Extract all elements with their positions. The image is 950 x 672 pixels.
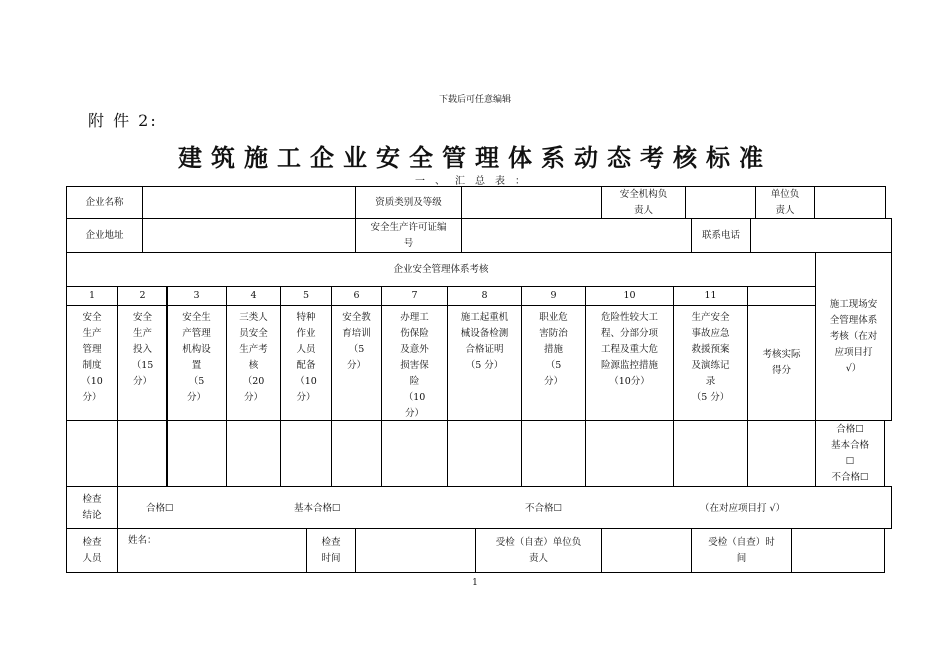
header-note: 下载后可任意编辑 <box>438 95 511 105</box>
criterion-number: 7 <box>381 286 448 306</box>
actual-score-label: 考核实际 得分 <box>747 305 816 421</box>
company-name-value[interactable] <box>142 186 356 219</box>
criterion-score-cell[interactable] <box>673 420 748 487</box>
criterion-item: 三类人 员安全 生产考 核 （20 分） <box>226 305 281 421</box>
criterion-score-cell[interactable] <box>447 420 522 487</box>
criterion-score-cell[interactable] <box>381 420 448 487</box>
criterion-number: 10 <box>585 286 674 306</box>
criterion-number: 11 <box>673 286 748 306</box>
conclusion-pass-checkbox[interactable]: 合格☐ <box>146 503 174 514</box>
criterion-item: 安全教 育培训 （5 分） <box>331 305 382 421</box>
criterion-score-cell[interactable] <box>66 420 118 487</box>
inspector-name-field[interactable]: 姓名： <box>117 528 307 573</box>
inspected-head-value[interactable] <box>601 528 692 573</box>
address-value[interactable] <box>142 218 356 253</box>
criterion-number: 4 <box>226 286 281 306</box>
qualification-label: 资质类别及等级 <box>355 186 462 219</box>
criterion-number: 9 <box>521 286 586 306</box>
criterion-number: 1 <box>66 286 118 306</box>
criterion-score-cell[interactable] <box>166 420 227 487</box>
unit-head-label: 单位负 责人 <box>755 186 815 219</box>
address-label: 企业地址 <box>66 218 143 253</box>
criterion-item: 职业危 害防治 措施 （5 分） <box>521 305 586 421</box>
company-name-label: 企业名称 <box>66 186 143 219</box>
criterion-item: 安全生 产管理 机构设 置 （5 分） <box>166 305 227 421</box>
inspected-time-label: 受检（自查）时 间 <box>691 528 792 573</box>
criterion-number: 2 <box>117 286 168 306</box>
license-value[interactable] <box>461 218 692 253</box>
inspected-time-value[interactable] <box>791 528 885 573</box>
site-system-column: 施工现场安 全管理体系 考核（在对 应项目打 √） <box>815 252 892 421</box>
conclusion-note: （在对应项目打 √） <box>700 503 786 514</box>
safety-org-head-label: 安全机构负 责人 <box>601 186 686 219</box>
section-subtitle: 一、汇总表： <box>415 176 535 187</box>
criterion-item: 生产安全 事故应急 救援预案 及演练记 录 （5 分） <box>673 305 748 421</box>
criterion-number: 5 <box>280 286 332 306</box>
criterion-score-cell[interactable] <box>117 420 168 487</box>
criterion-item: 施工起重机 械设备检测 合格证明 （5 分） <box>447 305 522 421</box>
conclusion-basic-pass-checkbox[interactable]: 基本合格☐ <box>294 503 341 514</box>
criterion-item: 安全 生产 投入 （15 分） <box>117 305 168 421</box>
conclusion-label: 检查 结论 <box>66 486 118 529</box>
safety-org-head-value[interactable] <box>685 186 756 219</box>
system-title: 企业安全管理体系考核 <box>66 252 816 287</box>
page-number: 1 <box>472 578 478 588</box>
inspector-label: 检查 人员 <box>66 528 118 573</box>
actual-score-header-top <box>747 286 816 306</box>
license-label: 安全生产许可证编 号 <box>355 218 462 253</box>
conclusion-fail-checkbox[interactable]: 不合格☐ <box>525 503 563 514</box>
unit-head-value[interactable] <box>814 186 886 219</box>
qualification-value[interactable] <box>461 186 602 219</box>
criterion-item: 特种 作业 人员 配备 （10 分） <box>280 305 332 421</box>
criterion-score-cell[interactable] <box>331 420 382 487</box>
criterion-item: 安全 生产 管理 制度 （10 分） <box>66 305 118 421</box>
criterion-score-cell[interactable] <box>521 420 586 487</box>
phone-value[interactable] <box>750 218 892 253</box>
criterion-item: 办理工 伤保险 及意外 损害保 险 （10 分） <box>381 305 448 421</box>
page-title: 建筑施工企业安全管理体系动态考核标准 <box>178 143 772 172</box>
check-time-value[interactable] <box>355 528 476 573</box>
criterion-item: 危险性较大工 程、分部分项 工程及重大危 险源监控措施 （10分） <box>585 305 674 421</box>
phone-label: 联系电话 <box>691 218 751 253</box>
attachment-label: 附 件 2: <box>88 111 158 130</box>
criterion-score-cell[interactable] <box>585 420 674 487</box>
criterion-score-cell[interactable] <box>226 420 281 487</box>
site-result-options[interactable]: 合格☐ 基本合格 ☐ 不合格☐ <box>815 420 885 487</box>
criterion-number: 8 <box>447 286 522 306</box>
actual-score-value[interactable] <box>747 420 816 487</box>
check-time-label: 检查 时间 <box>306 528 356 573</box>
criterion-number: 3 <box>166 286 227 306</box>
criterion-score-cell[interactable] <box>280 420 332 487</box>
inspected-head-label: 受检（自查）单位负 责人 <box>475 528 602 573</box>
criterion-number: 6 <box>331 286 382 306</box>
